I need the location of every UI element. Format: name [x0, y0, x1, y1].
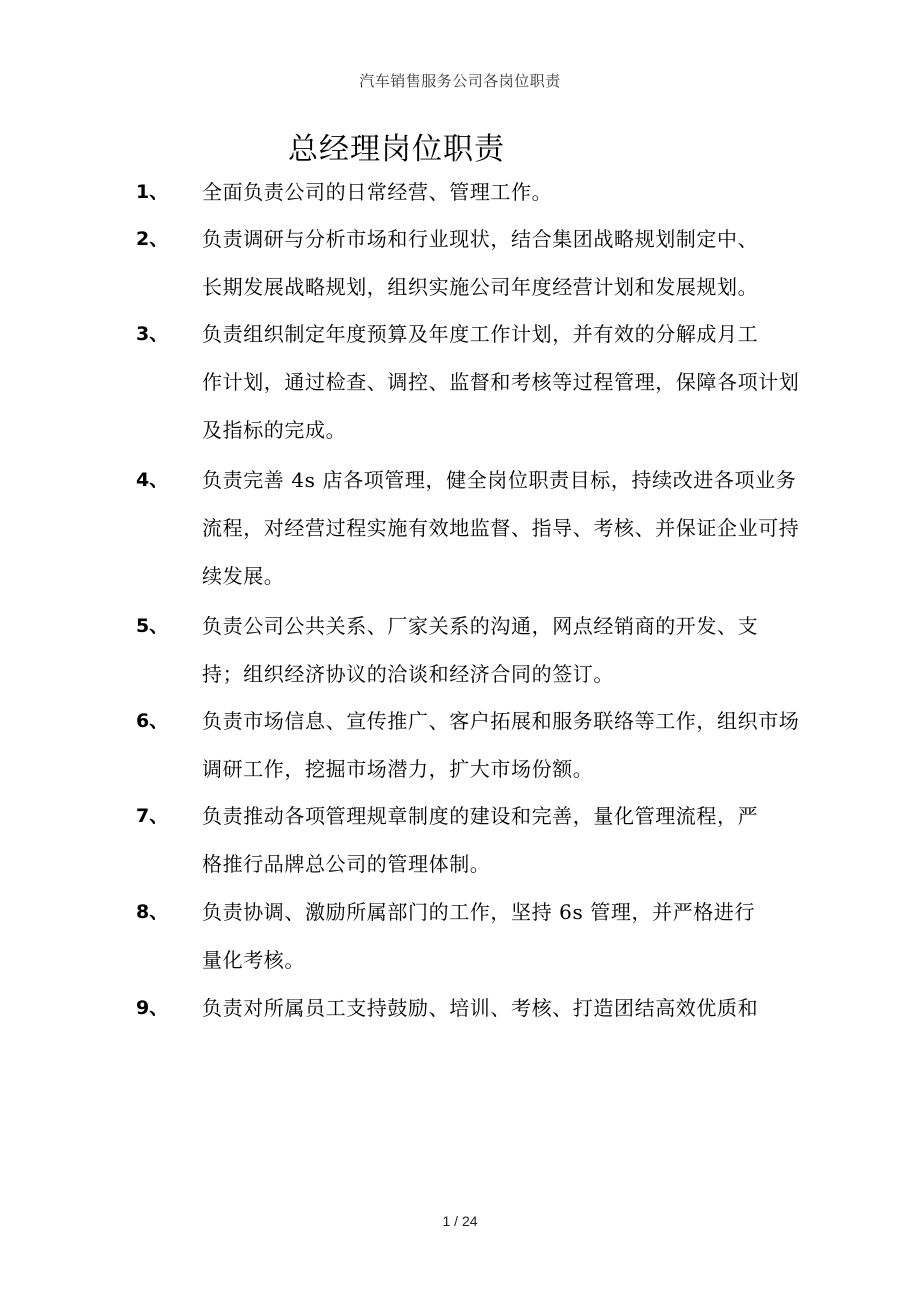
item-number: 9、	[136, 997, 169, 1019]
item-text-line: 长期发展战略规划，组织实施公司年度经营计划和发展规划。	[202, 275, 759, 299]
running-header: 汽车销售服务公司各岗位职责	[359, 72, 561, 90]
item-text-line: 调研工作，挖掘市场潜力，扩大市场份额。	[202, 757, 594, 781]
page-title: 总经理岗位职责	[288, 132, 505, 167]
item-text-line: 负责公司公共关系、厂家关系的沟通，网点经销商的开发、支	[202, 614, 759, 638]
item-text-line: 续发展。	[202, 564, 285, 588]
item-text-line: 全面负责公司的日常经营、管理工作。	[202, 180, 553, 204]
item-number: 6、	[136, 710, 169, 732]
item-number: 7、	[136, 805, 169, 827]
item-text-line: 及指标的完成。	[202, 418, 347, 442]
item-text-line: 负责对所属员工支持鼓励、培训、考核、打造团结高效优质和	[202, 996, 759, 1020]
page-indicator: 1 / 24	[442, 1213, 478, 1229]
item-number: 5、	[136, 615, 169, 637]
item-text-line: 负责市场信息、宣传推广、客户拓展和服务联络等工作，组织市场	[202, 709, 800, 733]
item-number: 1、	[136, 181, 169, 203]
item-text-line: 负责完善 4s 店各项管理，健全岗位职责目标，持续改进各项业务	[202, 468, 797, 492]
item-text-line: 负责推动各项管理规章制度的建设和完善，量化管理流程，严	[202, 804, 759, 828]
item-number: 4、	[136, 469, 169, 491]
item-text-line: 作计划，通过检查、调控、监督和考核等过程管理，保障各项计划	[202, 370, 800, 394]
item-text-line: 持；组织经济协议的洽谈和经济合同的签订。	[202, 662, 614, 686]
item-number: 8、	[136, 901, 169, 923]
item-text-line: 负责协调、激励所属部门的工作，坚持 6s 管理，并严格进行	[202, 900, 756, 924]
item-number: 3、	[136, 323, 169, 345]
item-text-line: 负责调研与分析市场和行业现状，结合集团战略规划制定中、	[202, 227, 759, 251]
item-text-line: 流程，对经营过程实施有效地监督、指导、考核、并保证企业可持	[202, 516, 800, 540]
item-text-line: 量化考核。	[202, 948, 305, 972]
item-number: 2、	[136, 228, 169, 250]
item-text-line: 负责组织制定年度预算及年度工作计划，并有效的分解成月工	[202, 322, 759, 346]
item-text-line: 格推行品牌总公司的管理体制。	[202, 852, 491, 876]
